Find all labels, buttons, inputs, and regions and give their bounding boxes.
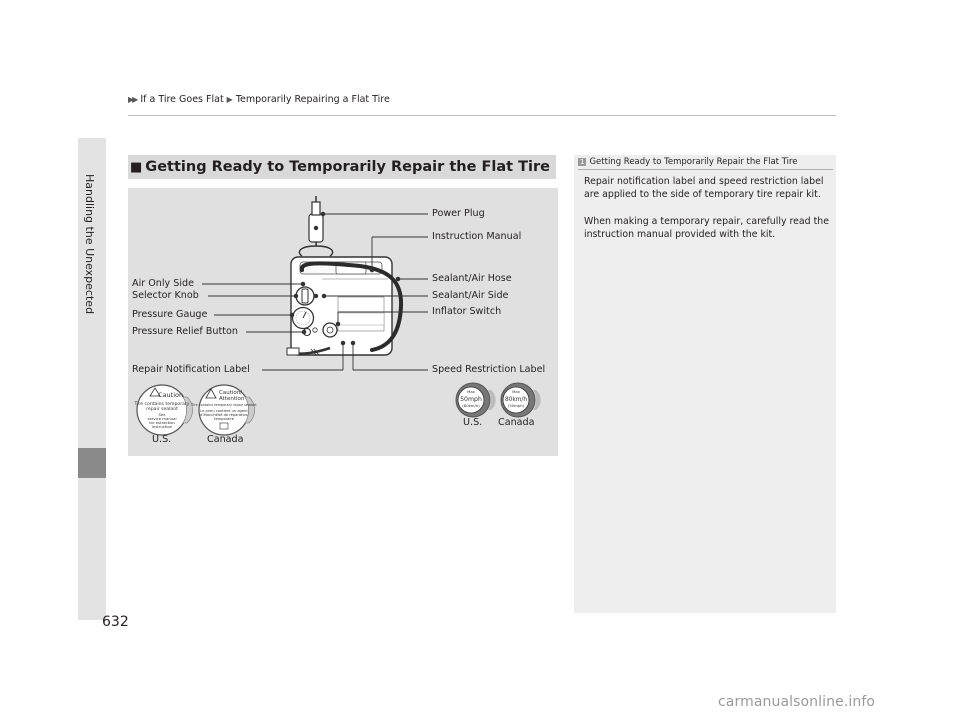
svg-text:Le pneu contient un agent: Le pneu contient un agent <box>200 409 248 413</box>
caption-canada-repair: Canada <box>207 434 244 445</box>
speed-label-canada-icon <box>501 383 541 417</box>
sealant-air-side-icon <box>314 294 318 298</box>
note-paragraph-1: Repair notification label and speed restriction label are applied to the side of temporary tire repair kit. <box>584 176 824 200</box>
repair-label-us-icon <box>133 385 192 435</box>
svg-text:See: See <box>158 412 166 417</box>
caption-us-speed: U.S. <box>463 417 483 428</box>
breadcrumb-arrow-icon: ▶▶ <box>128 95 137 104</box>
callout-inflator-switch: Inflator Switch <box>432 306 502 317</box>
note-title <box>578 157 798 167</box>
svg-text:Max: Max <box>467 389 475 394</box>
breadcrumb-item-temp-repair[interactable]: Temporarily Repairing a Flat Tire <box>235 94 390 105</box>
svg-text:Attention: Attention <box>219 396 245 402</box>
callout-sealant-air-hose: Sealant/Air Hose <box>432 273 512 284</box>
note-number-badge: 1 <box>580 158 585 166</box>
callout-selector-knob: Selector Knob <box>132 290 199 301</box>
section-marker-icon: ■ <box>130 159 143 175</box>
callout-speed-restriction-label: Speed Restriction Label <box>432 364 546 375</box>
note-rule <box>578 169 833 170</box>
section-title: Getting Ready to Temporarily Repair the Flat Tire <box>145 159 550 175</box>
svg-text:service manual: service manual <box>147 416 177 421</box>
svg-text:repair sealant: repair sealant <box>146 407 178 412</box>
callout-sealant-air-side: Sealant/Air Side <box>432 290 509 301</box>
inflator-switch-icon <box>323 323 337 337</box>
air-hose-nozzle-icon <box>287 348 299 355</box>
callout-pressure-gauge: Pressure Gauge <box>132 309 208 320</box>
callout-power-plug: Power Plug <box>432 208 485 219</box>
svg-text:temporaire: temporaire <box>214 417 234 421</box>
chapter-side-label: Handling the Unexpected <box>83 174 96 315</box>
breadcrumb-separator-icon: ▶ <box>226 95 233 104</box>
callout-repair-notification-label: Repair Notification Label <box>132 364 250 375</box>
svg-text:(80km/h): (80km/h) <box>462 403 480 408</box>
svg-text:for extraction: for extraction <box>149 420 175 425</box>
repair-label-canada-icon <box>190 385 257 435</box>
svg-text:Max: Max <box>512 389 520 394</box>
power-plug-icon <box>309 196 323 242</box>
svg-text:50mph: 50mph <box>460 396 482 403</box>
note-paragraph-2: When making a temporary repair, carefully read the instruction manual provided with the kit. <box>584 216 829 240</box>
svg-text:80km/h: 80km/h <box>504 397 528 403</box>
caption-canada-speed: Canada <box>498 417 535 428</box>
caption-us-repair: U.S. <box>152 434 172 445</box>
page-number: 632 <box>102 614 129 630</box>
pressure-gauge-icon <box>293 308 314 329</box>
speed-label-us-icon <box>456 383 496 417</box>
callout-instruction-manual: Instruction Manual <box>432 231 522 242</box>
svg-text:Tire contains temporary repair: Tire contains temporary repair sealant <box>191 403 257 407</box>
cord-coil <box>299 246 332 256</box>
svg-text:(50mph): (50mph) <box>507 403 525 408</box>
svg-text:instruction: instruction <box>151 424 173 429</box>
svg-text:d'étanchéité de réparation: d'étanchéité de réparation <box>200 413 248 417</box>
callout-air-only-side: Air Only Side <box>132 278 194 289</box>
note-title-text: Getting Ready to Temporarily Repair the Flat Tire <box>589 157 798 167</box>
svg-text:Caution: Caution <box>158 391 184 399</box>
watermark-text: carmanualsonline.info <box>718 694 876 710</box>
svg-text:Tire contains temporary: Tire contains temporary <box>134 402 190 407</box>
svg-text:Caution/: Caution/ <box>219 390 243 396</box>
breadcrumb-item-flat-tire[interactable]: If a Tire Goes Flat <box>140 94 224 105</box>
callout-pressure-relief-button: Pressure Relief Button <box>132 326 238 337</box>
selector-knob-icon <box>296 287 314 305</box>
